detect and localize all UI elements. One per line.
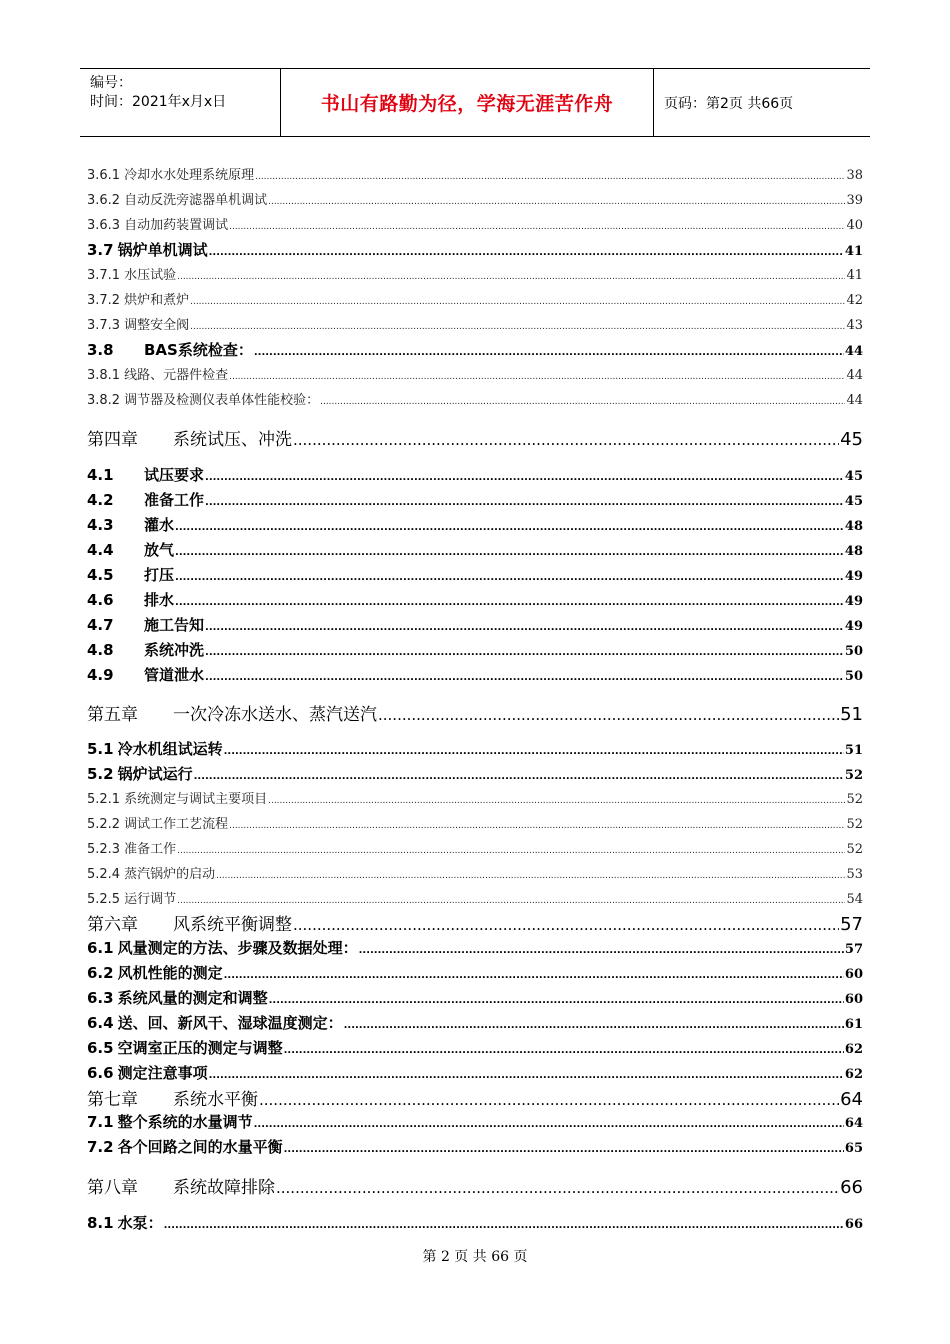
toc-entry-title: 排水 bbox=[144, 591, 175, 609]
toc-entry-title: 系统冲洗 bbox=[144, 641, 205, 659]
toc-entry-page: 54 bbox=[846, 892, 863, 907]
toc-dot-leader bbox=[293, 431, 839, 449]
toc-dot-leader bbox=[175, 572, 844, 583]
toc-entry-page: 51 bbox=[844, 743, 863, 758]
toc-entry[interactable] bbox=[87, 164, 863, 183]
toc-entry-number: 5.2.3 bbox=[87, 842, 121, 857]
toc-entry-number: 3.8.2 bbox=[87, 393, 121, 408]
time-label: 时间：2021年x月x日 bbox=[90, 94, 227, 110]
toc-entry-label bbox=[87, 339, 253, 360]
toc-entry-number: 6.2 bbox=[87, 964, 114, 982]
toc-entry-label bbox=[87, 763, 193, 784]
toc-entry[interactable] bbox=[87, 339, 863, 360]
toc-entry-title: 冷水机组试运转 bbox=[117, 740, 223, 758]
toc-entry-number: 6.6 bbox=[87, 1064, 114, 1082]
toc-entry-title: 自动反洗旁滤器单机调试 bbox=[124, 193, 268, 208]
toc-entry-label bbox=[87, 937, 358, 958]
toc-dot-leader bbox=[177, 846, 845, 856]
toc-entry-label bbox=[87, 589, 174, 610]
header-info-cell bbox=[80, 69, 281, 136]
toc-entry-title: 风机性能的测定 bbox=[117, 964, 223, 982]
toc-entry-label bbox=[87, 1085, 258, 1110]
toc-entry-page: 49 bbox=[844, 594, 863, 609]
toc-dot-leader bbox=[269, 995, 844, 1006]
toc-dot-leader bbox=[229, 821, 845, 831]
toc-entry[interactable] bbox=[87, 189, 863, 208]
toc-entry-number: 3.7.1 bbox=[87, 268, 121, 283]
toc-entry-page: 45 bbox=[844, 494, 863, 509]
toc-entry[interactable] bbox=[87, 539, 863, 560]
toc-entry-number: 4.6 bbox=[87, 591, 114, 609]
toc-entry-page: 66 bbox=[840, 1177, 863, 1198]
toc-entry[interactable] bbox=[87, 364, 863, 383]
toc-entry[interactable] bbox=[87, 763, 863, 784]
toc-entry-title: 自动加药装置调试 bbox=[124, 218, 229, 233]
toc-entry[interactable] bbox=[87, 564, 863, 585]
toc-entry-title: 测定注意事项 bbox=[117, 1064, 208, 1082]
toc-entry[interactable] bbox=[87, 1012, 863, 1033]
toc-entry-label bbox=[87, 962, 223, 983]
toc-entry[interactable] bbox=[87, 888, 863, 907]
toc-entry-page: 38 bbox=[846, 168, 863, 183]
toc-entry[interactable] bbox=[87, 425, 863, 450]
toc-entry-label bbox=[87, 189, 267, 208]
toc-entry-number: 4.3 bbox=[87, 516, 114, 534]
toc-entry-label bbox=[87, 1173, 275, 1198]
toc-dot-leader bbox=[205, 497, 844, 508]
toc-entry-title: 管道泄水 bbox=[144, 666, 205, 684]
toc-entry-title: 打压 bbox=[144, 566, 175, 584]
toc-dot-leader bbox=[378, 706, 839, 724]
toc-entry-label bbox=[87, 489, 204, 510]
toc-entry-title: 调节器及检测仪表单体性能校验： bbox=[124, 393, 320, 408]
toc-entry-page: 51 bbox=[840, 704, 863, 725]
toc-entry-page: 49 bbox=[844, 619, 863, 634]
toc-dot-leader bbox=[209, 247, 844, 258]
toc-entry-page: 65 bbox=[844, 1141, 863, 1156]
toc-entry[interactable] bbox=[87, 389, 863, 408]
toc-entry[interactable] bbox=[87, 910, 863, 935]
toc-entry-number: 4.8 bbox=[87, 641, 114, 659]
toc-entry-number: 4.7 bbox=[87, 616, 114, 634]
toc-entry-number: 4.1 bbox=[87, 466, 114, 484]
toc-entry[interactable] bbox=[87, 962, 863, 983]
toc-entry-title: 调整安全阀 bbox=[124, 318, 190, 333]
toc-entry-page: 64 bbox=[844, 1116, 863, 1131]
toc-entry-page: 49 bbox=[844, 569, 863, 584]
toc-entry-title: 锅炉单机调试 bbox=[117, 241, 208, 259]
toc-entry-page: 52 bbox=[844, 768, 863, 783]
toc-entry-title: 系统测定与调试主要项目 bbox=[124, 792, 268, 807]
toc-entry-number: 第八章 bbox=[87, 1178, 138, 1198]
toc-entry-label bbox=[87, 987, 268, 1008]
toc-entry-label bbox=[87, 639, 204, 660]
toc-entry-page: 53 bbox=[846, 867, 863, 882]
toc-entry-label bbox=[87, 564, 174, 585]
toc-entry-title: 蒸汽锅炉的启动 bbox=[124, 867, 216, 882]
toc-entry-label bbox=[87, 614, 204, 635]
toc-entry-label bbox=[87, 314, 189, 333]
toc-entry-number: 3.8 bbox=[87, 341, 114, 359]
toc-entry-number: 6.5 bbox=[87, 1039, 114, 1057]
toc-entry[interactable] bbox=[87, 987, 863, 1008]
toc-entry-title: 系统水平衡 bbox=[173, 1090, 258, 1110]
toc-entry-title: 送、回、新风干、湿球温度测定： bbox=[117, 1014, 343, 1032]
toc-entry[interactable] bbox=[87, 614, 863, 635]
toc-entry-number: 5.2.1 bbox=[87, 792, 121, 807]
toc-dot-leader bbox=[359, 945, 844, 956]
toc-dot-leader bbox=[175, 522, 844, 533]
toc-entry-title: 放气 bbox=[144, 541, 175, 559]
toc-entry-number: 5.2.2 bbox=[87, 817, 121, 832]
toc-entry-number: 5.2.4 bbox=[87, 867, 121, 882]
toc-entry-page: 52 bbox=[846, 842, 863, 857]
toc-entry-page: 50 bbox=[844, 669, 863, 684]
toc-entry-label bbox=[87, 788, 267, 807]
toc-entry[interactable] bbox=[87, 1173, 863, 1198]
toc-entry-number: 3.6.2 bbox=[87, 193, 121, 208]
toc-entry-number: 8.1 bbox=[87, 1214, 114, 1232]
toc-entry-title: 风系统平衡调整 bbox=[173, 915, 292, 935]
toc-entry-page: 42 bbox=[846, 293, 863, 308]
toc-entry-page: 48 bbox=[844, 519, 863, 534]
toc-entry-title: 灌水 bbox=[144, 516, 175, 534]
toc-dot-leader bbox=[293, 916, 839, 934]
toc-entry-label bbox=[87, 239, 208, 260]
toc-entry-page: 62 bbox=[844, 1067, 863, 1082]
toc-entry-label bbox=[87, 1012, 343, 1033]
toc-dot-leader bbox=[205, 647, 844, 658]
toc-entry-label bbox=[87, 1062, 208, 1083]
toc-entry[interactable] bbox=[87, 838, 863, 857]
toc-entry-title: 准备工作 bbox=[124, 842, 177, 857]
toc-dot-leader bbox=[344, 1020, 844, 1031]
toc-entry[interactable] bbox=[87, 514, 863, 535]
number-label: 编号： bbox=[90, 75, 132, 91]
toc-entry[interactable] bbox=[87, 788, 863, 807]
toc-entry-title: 烘炉和煮炉 bbox=[124, 293, 190, 308]
toc-dot-leader bbox=[320, 397, 845, 407]
page-label: 页码：第2页 共66页 bbox=[664, 95, 794, 112]
toc-entry-label bbox=[87, 910, 292, 935]
page-footer: 第 2 页 共 66 页 bbox=[422, 1249, 528, 1265]
toc-dot-leader bbox=[268, 197, 845, 207]
toc-entry-label bbox=[87, 888, 176, 907]
toc-entry-title: 系统风量的测定和调整 bbox=[117, 989, 268, 1007]
toc-entry[interactable] bbox=[87, 489, 863, 510]
toc-entry-page: 45 bbox=[840, 429, 863, 450]
toc-entry-number: 7.2 bbox=[87, 1138, 114, 1156]
toc-entry-number: 7.1 bbox=[87, 1113, 114, 1131]
toc-dot-leader bbox=[255, 172, 845, 182]
toc-entry-number: 6.3 bbox=[87, 989, 114, 1007]
toc-entry[interactable] bbox=[87, 289, 863, 308]
toc-entry-number: 4.5 bbox=[87, 566, 114, 584]
document-header bbox=[80, 68, 870, 137]
toc-entry-label bbox=[87, 1037, 283, 1058]
toc-entry[interactable] bbox=[87, 214, 863, 233]
toc-dot-leader bbox=[229, 372, 845, 382]
toc-dot-leader bbox=[284, 1045, 844, 1056]
header-page-cell bbox=[654, 69, 870, 136]
toc-dot-leader bbox=[175, 597, 844, 608]
toc-entry-number: 6.1 bbox=[87, 939, 114, 957]
toc-entry-label bbox=[87, 1136, 283, 1157]
toc-dot-leader bbox=[276, 1179, 839, 1197]
toc-dot-leader bbox=[164, 1220, 844, 1231]
toc-entry-page: 57 bbox=[844, 942, 863, 957]
toc-entry-page: 64 bbox=[840, 1089, 863, 1110]
toc-dot-leader bbox=[205, 472, 844, 483]
toc-entry-label bbox=[87, 664, 204, 685]
toc-dot-leader bbox=[194, 771, 844, 782]
toc-entry-page: 41 bbox=[844, 244, 863, 259]
toc-entry[interactable] bbox=[87, 738, 863, 759]
toc-entry-label bbox=[87, 464, 204, 485]
toc-entry-label bbox=[87, 425, 292, 450]
toc-dot-leader bbox=[254, 1119, 844, 1130]
toc-entry-page: 41 bbox=[846, 268, 863, 283]
toc-entry-label bbox=[87, 389, 319, 408]
toc-entry[interactable] bbox=[87, 1085, 863, 1110]
toc-entry-page: 44 bbox=[846, 393, 863, 408]
toc-entry-number: 3.6.1 bbox=[87, 168, 121, 183]
toc-dot-leader bbox=[259, 1091, 839, 1109]
toc-entry-label bbox=[87, 539, 174, 560]
toc-entry[interactable] bbox=[87, 813, 863, 832]
toc-entry-label bbox=[87, 1212, 163, 1233]
toc-entry[interactable] bbox=[87, 664, 863, 685]
toc-entry-label bbox=[87, 813, 228, 832]
toc-entry-label bbox=[87, 164, 254, 183]
toc-entry-page: 40 bbox=[846, 218, 863, 233]
toc-entry-page: 62 bbox=[844, 1042, 863, 1057]
toc-entry[interactable] bbox=[87, 863, 863, 882]
toc-entry-page: 44 bbox=[846, 368, 863, 383]
header-motto-cell bbox=[281, 69, 654, 136]
toc-dot-leader bbox=[268, 796, 845, 806]
toc-entry-page: 52 bbox=[846, 792, 863, 807]
toc-entry[interactable] bbox=[87, 589, 863, 610]
toc-entry-label bbox=[87, 364, 228, 383]
toc-entry-title: 线路、元器件检查 bbox=[124, 368, 229, 383]
toc-entry-page: 66 bbox=[844, 1217, 863, 1232]
toc-dot-leader bbox=[224, 970, 844, 981]
toc-entry-title: 整个系统的水量调节 bbox=[117, 1113, 253, 1131]
toc-entry-number: 5.2 bbox=[87, 765, 114, 783]
toc-entry[interactable] bbox=[87, 937, 863, 958]
toc-entry-page: 60 bbox=[844, 992, 863, 1007]
toc-dot-leader bbox=[175, 547, 844, 558]
toc-entry-page: 43 bbox=[846, 318, 863, 333]
toc-entry-number: 3.7.2 bbox=[87, 293, 121, 308]
toc-dot-leader bbox=[229, 222, 845, 232]
toc-entry-title: 冷却水水处理系统原理 bbox=[124, 168, 255, 183]
toc-entry-number: 第四章 bbox=[87, 430, 138, 450]
toc-entry-number: 5.2.5 bbox=[87, 892, 121, 907]
toc-entry-label bbox=[87, 838, 176, 857]
toc-entry-title: 系统试压、冲洗 bbox=[173, 430, 292, 450]
toc-entry-number: 第五章 bbox=[87, 705, 138, 725]
toc-entry-label bbox=[87, 289, 189, 308]
toc-dot-leader bbox=[216, 871, 845, 881]
toc-entry-title: 水压试验 bbox=[124, 268, 177, 283]
toc-entry-label bbox=[87, 214, 228, 233]
toc-entry-title: 水泵： bbox=[117, 1214, 163, 1232]
toc-entry-number: 第七章 bbox=[87, 1090, 138, 1110]
toc-entry-page: 60 bbox=[844, 967, 863, 982]
toc-entry[interactable] bbox=[87, 314, 863, 333]
toc-dot-leader bbox=[209, 1070, 844, 1081]
toc-entry-page: 52 bbox=[846, 817, 863, 832]
toc-entry-page: 57 bbox=[840, 914, 863, 935]
toc-entry-label bbox=[87, 264, 176, 283]
toc-entry[interactable] bbox=[87, 639, 863, 660]
toc-entry[interactable] bbox=[87, 264, 863, 283]
toc-entry-number: 4.2 bbox=[87, 491, 114, 509]
toc-entry-label bbox=[87, 1111, 253, 1132]
toc-entry-number: 3.8.1 bbox=[87, 368, 121, 383]
toc-entry-page: 48 bbox=[844, 544, 863, 559]
toc-entry-page: 50 bbox=[844, 644, 863, 659]
toc-entry[interactable] bbox=[87, 239, 863, 260]
toc-entry[interactable] bbox=[87, 464, 863, 485]
toc-dot-leader bbox=[284, 1144, 844, 1155]
toc-entry-label bbox=[87, 514, 174, 535]
toc-entry-label bbox=[87, 738, 223, 759]
toc-entry-title: 一次冷冻水送水、蒸汽送汽 bbox=[173, 705, 377, 725]
toc-entry-page: 39 bbox=[846, 193, 863, 208]
toc-dot-leader bbox=[177, 272, 845, 282]
toc-entry[interactable] bbox=[87, 1136, 863, 1157]
toc-entry-title: 各个回路之间的水量平衡 bbox=[117, 1138, 283, 1156]
toc-entry-title: 运行调节 bbox=[124, 892, 177, 907]
toc-entry-number: 3.7 bbox=[87, 241, 114, 259]
toc-dot-leader bbox=[205, 672, 844, 683]
toc-entry-title: 系统故障排除 bbox=[173, 1178, 275, 1198]
toc-dot-leader bbox=[190, 297, 845, 307]
toc-dot-leader bbox=[224, 746, 844, 757]
toc-entry-title: 空调室正压的测定与调整 bbox=[117, 1039, 283, 1057]
toc-dot-leader bbox=[190, 322, 845, 332]
toc-entry-page: 44 bbox=[844, 344, 863, 359]
toc-entry-number: 5.1 bbox=[87, 740, 114, 758]
toc-entry-number: 4.4 bbox=[87, 541, 114, 559]
toc-entry-page: 45 bbox=[844, 469, 863, 484]
toc-entry-title: 风量测定的方法、步骤及数据处理： bbox=[117, 939, 358, 957]
toc-entry-title: 施工告知 bbox=[144, 616, 205, 634]
toc-entry-number: 3.7.3 bbox=[87, 318, 121, 333]
toc-entry-title: 调试工作工艺流程 bbox=[124, 817, 229, 832]
toc-dot-leader bbox=[254, 347, 844, 358]
toc-dot-leader bbox=[205, 622, 844, 633]
toc-entry-title: 准备工作 bbox=[144, 491, 205, 509]
toc-entry-label bbox=[87, 700, 377, 725]
toc-entry[interactable] bbox=[87, 1111, 863, 1132]
toc-entry[interactable] bbox=[87, 700, 863, 725]
toc-entry-number: 第六章 bbox=[87, 915, 138, 935]
toc-entry[interactable] bbox=[87, 1037, 863, 1058]
toc-entry[interactable] bbox=[87, 1062, 863, 1083]
toc-entry-number: 4.9 bbox=[87, 666, 114, 684]
motto-text: 书山有路勤为径，学海无涯苦作舟 bbox=[320, 93, 614, 115]
toc-entry-number: 6.4 bbox=[87, 1014, 114, 1032]
toc-dot-leader bbox=[177, 896, 845, 906]
toc-entry-label bbox=[87, 863, 215, 882]
toc-entry-title: 锅炉试运行 bbox=[117, 765, 193, 783]
toc-entry-number: 3.6.3 bbox=[87, 218, 121, 233]
toc-entry-title: BAS系统检查： bbox=[144, 341, 253, 359]
toc-entry-page: 61 bbox=[844, 1017, 863, 1032]
toc-entry[interactable] bbox=[87, 1212, 863, 1233]
toc-entry-title: 试压要求 bbox=[144, 466, 205, 484]
